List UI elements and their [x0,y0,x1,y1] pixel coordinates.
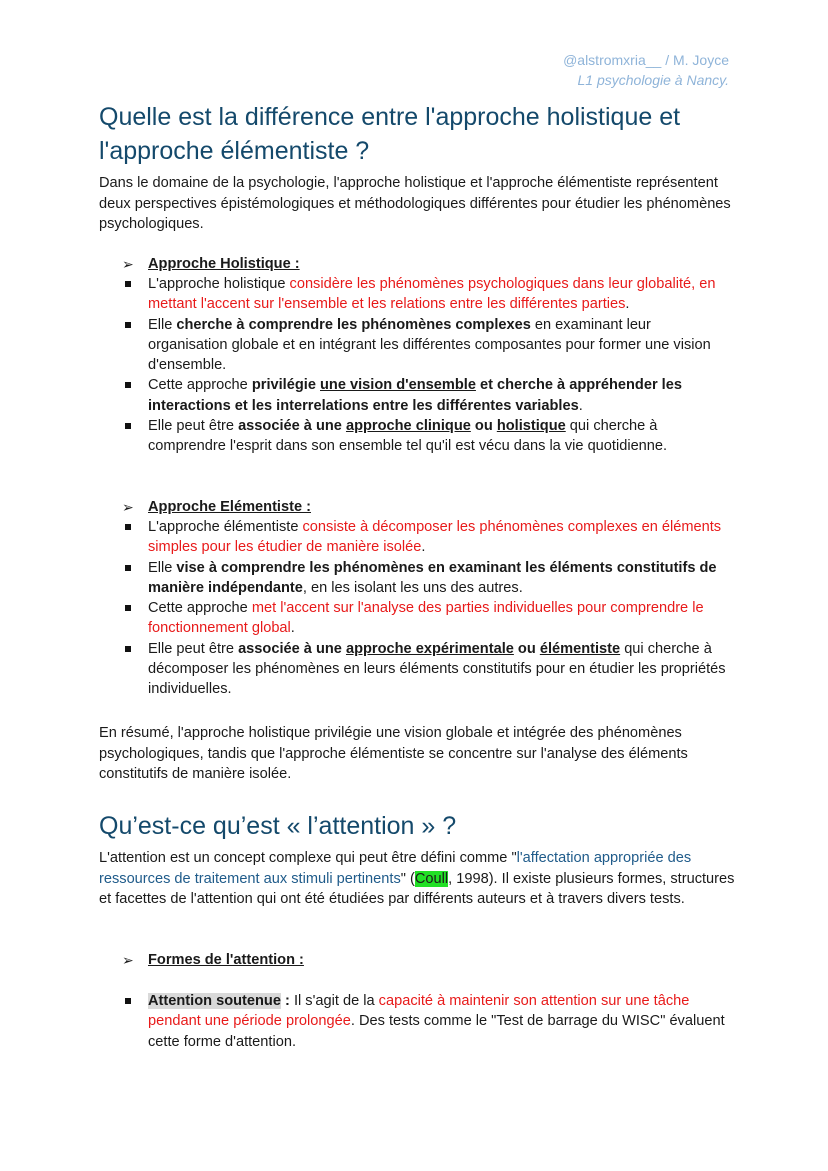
list-item: L'approche élémentiste consiste à décomposer les phénomènes complexes en éléments simples pour les étudier de manière isolée. [124,517,734,558]
list-item: Elle cherche à comprendre les phénomènes complexes en examinant leur organisation globale et en intégrant les différentes composantes pour former une vision d'ensemble. [124,315,734,376]
elementist-heading: Approche Elémentiste : [148,499,311,515]
author-highlight: Coull [414,870,449,887]
section1-title: Quelle est la différence entre l'approche holistique et l'approche élémentiste ? [99,103,681,165]
list-item: Cette approche met l'accent sur l'analyse des parties individuelles pour comprendre le fonctionnement global. [124,598,734,639]
list-item: Cette approche privilégie une vision d'ensemble et cherche à appréhender les interactions et les interrelations entre les différentes variables. [124,375,734,416]
arrow-bullet-icon: ➢ [122,952,134,968]
section1-intro: Dans le domaine de la psychologie, l'approche holistique et l'approche élémentiste représentent deux perspectives épistémologiques et méthodologiques différentes pour étudier les phénomènes psychologiques. [99,175,731,232]
square-bullet-icon [125,565,131,571]
square-bullet-icon [125,281,131,287]
arrow-bullet-icon: ➢ [122,256,134,272]
term-highlight: Attention soutenue [148,993,281,1009]
forms-heading: Formes de l'attention : [148,952,304,968]
list-item: Attention soutenue : Il s'agit de la capacité à maintenir son attention sur une tâche pendant une période prolongée. Des tests comme le "Test de barrage du WISC" évaluent cette forme d'attention. [124,991,734,1052]
square-bullet-icon [125,998,131,1004]
list-item: Elle peut être associée à une approche expérimentale ou élémentiste qui cherche à décomposer les phénomènes en leurs éléments constitutifs pour en étudier les propriétés individuelles. [124,639,734,700]
author-credit: @alstromxria__ / M. Joyce [563,52,729,68]
square-bullet-icon [125,382,131,388]
square-bullet-icon [125,524,131,530]
course-label: L1 psychologie à Nancy. [577,72,729,88]
square-bullet-icon [125,646,131,652]
square-bullet-icon [125,605,131,611]
definition-quote: l'affectation appropriée des ressources de traitement aux stimuli pertinents [99,850,692,887]
section1-summary: En résumé, l'approche holistique privilégie une vision globale et intégrée des phénomènes psychologiques, tandis que l'approche élémentiste se concentre sur l'analyse des éléments constitutifs de manière isolée. [99,725,688,782]
forms-list [124,991,734,1052]
holistic-heading: Approche Holistique : [148,256,300,272]
square-bullet-icon [125,423,131,429]
list-item: Elle vise à comprendre les phénomènes en examinant les éléments constitutifs de manière indépendante, en les isolant les uns des autres. [124,558,734,599]
section2-intro: L'attention est un concept complexe qui peut être défini comme "l'affectation appropriée des ressources de traitement aux stimuli pertinents" (Coull, 1998). Il existe plusieurs formes, structures et facettes de l'attention qui ont été étudiées par différents auteurs et à travers divers tests. [99,850,735,907]
holistic-list [124,274,734,457]
list-item: L'approche holistique considère les phénomènes psychologiques dans leur globalité, en mettant l'accent sur l'ensemble et les relations entre les différentes parties. [124,274,734,315]
section2-title: Qu’est-ce qu’est « l’attention » ? [99,812,457,840]
arrow-bullet-icon: ➢ [122,499,134,515]
header-note [563,50,729,90]
square-bullet-icon [125,322,131,328]
list-item: Elle peut être associée à une approche clinique ou holistique qui cherche à comprendre l'esprit dans son ensemble tel qu'il est vécu dans la vie quotidienne. [124,416,734,457]
elementist-list [124,517,734,700]
